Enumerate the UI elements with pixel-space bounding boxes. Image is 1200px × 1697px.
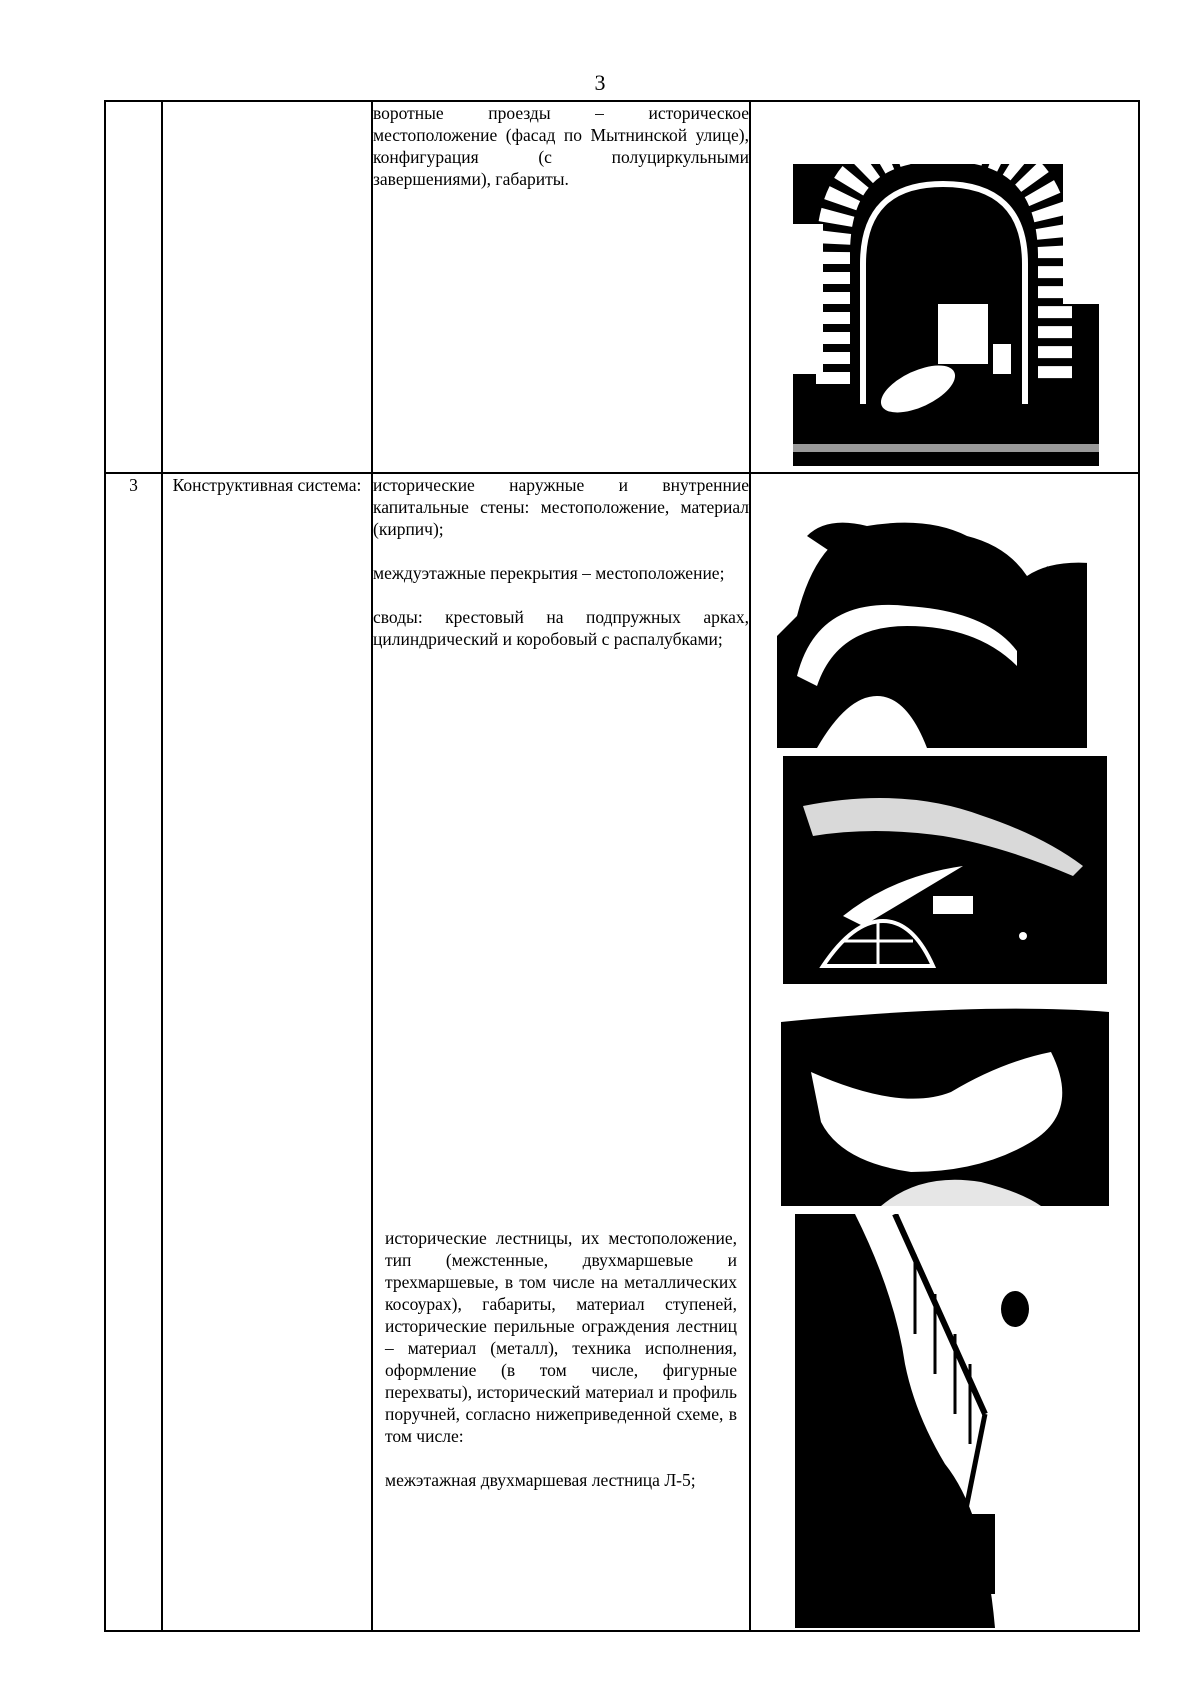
- photo-cell: [750, 101, 1139, 473]
- paragraph: междуэтажные перекрытия – местоположение;: [373, 563, 725, 583]
- row-description: [372, 473, 750, 1631]
- paragraph: исторические наружные и внутренние капитальные стены: местоположение, материал (кирпич);: [373, 475, 749, 539]
- paragraph: межэтажная двухмаршевая лестница Л-5;: [385, 1470, 696, 1490]
- photo-gate-arch: [793, 104, 1099, 466]
- paragraph: исторические лестницы, их местоположение, тип (межстенные, двухмаршевые и трехмаршевые, в том числе на металлических косоурах), габариты, материал ступеней, исторические перильные ограждения лестниц – материал (металл), техника исполнения, оформление (в том числе, фигурные перехваты), исторический материал и профиль поручней, согласно нижеприведенной схеме, в том числе:: [385, 1228, 737, 1446]
- photo-cell: [750, 473, 1139, 1631]
- row-name: [162, 101, 372, 473]
- photo-vault-corner: [777, 476, 1113, 748]
- row-number: [105, 101, 162, 473]
- photo-vault-ceiling: [781, 992, 1109, 1206]
- paragraph: воротные проезды – историческое местоположение (фасад по Мытнинской улице), конфигурация (с полуциркульными завершениями), габариты.: [373, 103, 749, 189]
- table-row: [105, 101, 1139, 473]
- row-name: Конструктивная система:: [162, 473, 372, 1631]
- row-description: [372, 101, 750, 473]
- lower-paragraphs: [385, 1227, 737, 1491]
- row-number: 3: [105, 473, 162, 1631]
- page-number: 3: [594, 70, 606, 95]
- document-table: [104, 100, 1140, 1632]
- photo-staircase: [795, 1214, 1091, 1628]
- photo-vault-window: [783, 756, 1107, 984]
- table-row: [105, 473, 1139, 1631]
- paragraph: своды: крестовый на подпружных арках, цилиндрический и коробовый с распалубками;: [373, 607, 749, 649]
